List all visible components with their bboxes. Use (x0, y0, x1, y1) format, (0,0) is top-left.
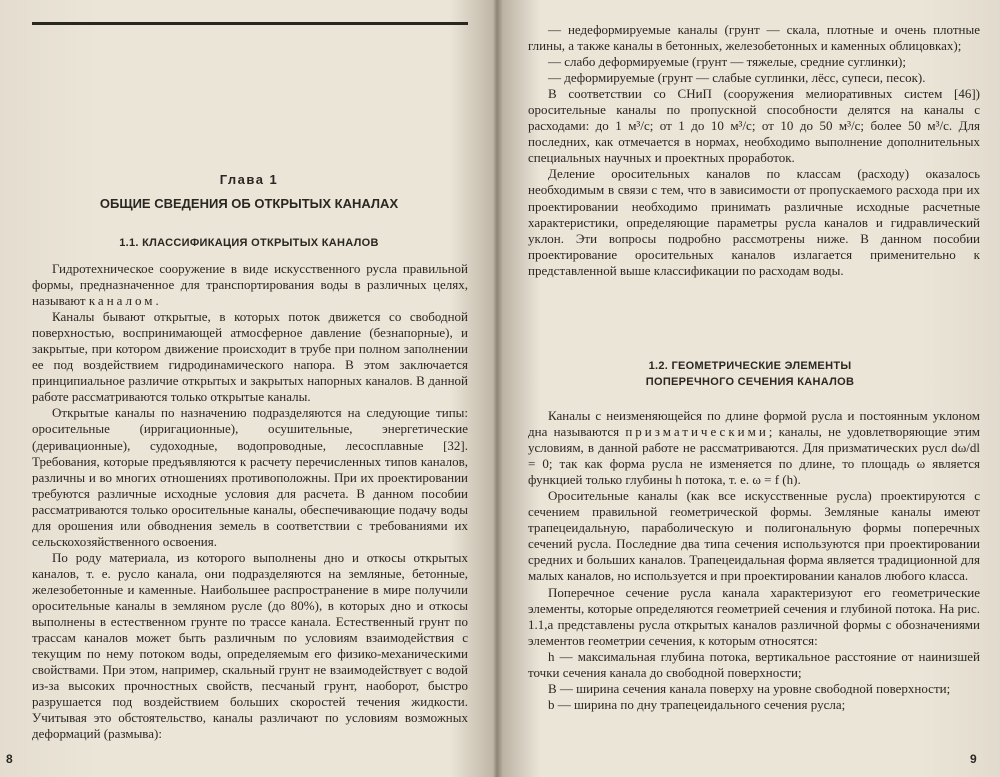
right-page-body-top (528, 22, 980, 279)
definition-item: B — ширина сечения канала поверху на уровне свободной поверхности; (548, 680, 951, 696)
paragraph: Каналы бывают открытые, в которых поток движется со свободной поверхностью, воспринимающей атмосферное давление (безнапорные), и закрытые, при котором движение происходит в трубе при полном заполнении ее под воздействием гидродинамического напора. В этом заключается принципиальное различие открытых и закрытых напорных каналов. В данной работе рассматриваются только открытые каналы. (32, 309, 468, 405)
paragraph: Поперечное сечение русла канала характеризуют его геометрические элементы, которые определяются геометрией сечения и глубиной потока. На рис. 1.1,а представлены русла открытых каналов различной формы с обозначениями элементов геометрии сечения, к которым относятся: (528, 584, 980, 648)
header-rule (32, 22, 468, 25)
left-page-body (32, 261, 468, 742)
chapter-number: Глава 1 (219, 172, 279, 187)
paragraph: Каналы с неизменяющейся по длине формой русла и постоянным уклоном дна называются призматическими; каналы, не удовлетворяющие этим условиям, в данной работе не рассматриваются. Для призматических русл dω/dl = 0; так как форма русла не изменяется по длине, то площадь ω является функцией только глубины h потока, т. е. ω = f (h). (528, 408, 980, 488)
section-title-1-1: 1.1. КЛАССИФИКАЦИЯ ОТКРЫТЫХ КАНАЛОВ (119, 237, 379, 249)
page-number-left: 8 (6, 752, 13, 766)
paragraph: По роду материала, из которого выполнены дно и откосы открытых каналов, т. е. русло канала, они подразделяются на земляные, бетонные, железобетонные и каменные. Наибольшее распространение в мире получили оросительные каналы в земляном русле (до 80%), в которых дно и откосы выполнены в естественном грунте по трассе канала. Естественный грунт по трассам каналов может быть различным по условиям взаимодействия с текущим по нему потоком воды, определяемым его физико-механическими свойствами. При этом, например, скальный грунт не взаимодействует с водой из-за высоких прочностных свойств, песчаный грунт, наоборот, быстро разрушается под воздействием больших скоростей течения жидкости. Учитывая это обстоятельство, каналы различают по условиям возможных деформаций (размыва): (32, 549, 468, 742)
definition-item: b — ширина по дну трапецеидального сечения русла; (548, 696, 846, 712)
chapter-title: ОБЩИЕ СВЕДЕНИЯ ОБ ОТКРЫТЫХ КАНАЛАХ (99, 196, 399, 211)
section-title-1-2: 1.2. ГЕОМЕТРИЧЕСКИЕ ЭЛЕМЕНТЫ ПОПЕРЕЧНОГО СЕЧЕНИЯ КАНАЛОВ (645, 360, 855, 388)
list-item: — деформируемые (грунт — слабые суглинки, лёсс, супеси, песок). (548, 70, 926, 86)
page-number-right: 9 (970, 752, 977, 766)
paragraph: Гидротехническое сооружение в виде искусственного русла правильной формы, предназначенное для транспортирования воды в различных целях, называют каналом. (32, 261, 468, 309)
paragraph: Открытые каналы по назначению подразделяются на следующие типы: оросительные (ирригационные), осушительные, энергетические (деривационные), судоходные, водопроводные, лесосплавные [32]. Требования, которые предъявляются к расчету перечисленных типов каналов, различны и во многих отношениях противоположны. При их проектировании требуются различные исходные условия для расчета. В данном пособии рассматриваются только оросительные каналы, обеспечивающие подачу воды для орошения или обводнения земель в соответствии с требованиями их сельскохозяйственного освоения. (32, 405, 468, 549)
list-item: — недеформируемые каналы (грунт — скала, плотные и очень плотные глины, а также каналы в бетонных, железобетонных и каменных облицовках); (528, 22, 980, 54)
spaced-term: призматическими (625, 424, 769, 440)
spaced-term: каналом. (88, 293, 162, 309)
right-page-body-bottom (528, 408, 980, 713)
list-item: — слабо деформируемые (грунт — тяжелые, средние суглинки); (548, 54, 906, 70)
paragraph: Деление оросительных каналов по классам (расходу) оказалось необходимым в связи с тем, что в зависимости от пропускаемого расхода при их проектировании необходимо принимать различные исходные расчетные характеристики, определяющие параметры русла каналов и гидравлический уклон. Эти вопросы подробно рассмотрены ниже. В данном пособии проектирование оросительных каналов излагается применительно к представленной выше классификации по расходам воды. (528, 166, 980, 278)
paragraph: В соответствии со СНиП (сооружения мелиоративных систем [46]) оросительные каналы по пропускной способности делятся на каналы с расходами: до 1 м³/с; от 1 до 10 м³/с; от 10 до 50 м³/с; более 50 м³/с. Для последних, как отмечается в нормах, необходимо выполнение дополнительных специальных научных и проектных проработок. (528, 86, 980, 166)
paragraph: Оросительные каналы (как все искусственные русла) проектируются с сечением правильной геометрической формы. Земляные каналы имеют трапецеидальную, параболическую и полигональную формы поперечных сечений русла. Последние два типа сечения используются при проектировании средних и больших каналов. Трапецеидальная форма является традиционной для малых каналов, но используется и при проектировании каналов любого класса. (528, 488, 980, 584)
definition-item: h — максимальная глубина потока, вертикальное расстояние от наинизшей точки сечения канала до свободной поверхности; (528, 648, 980, 680)
